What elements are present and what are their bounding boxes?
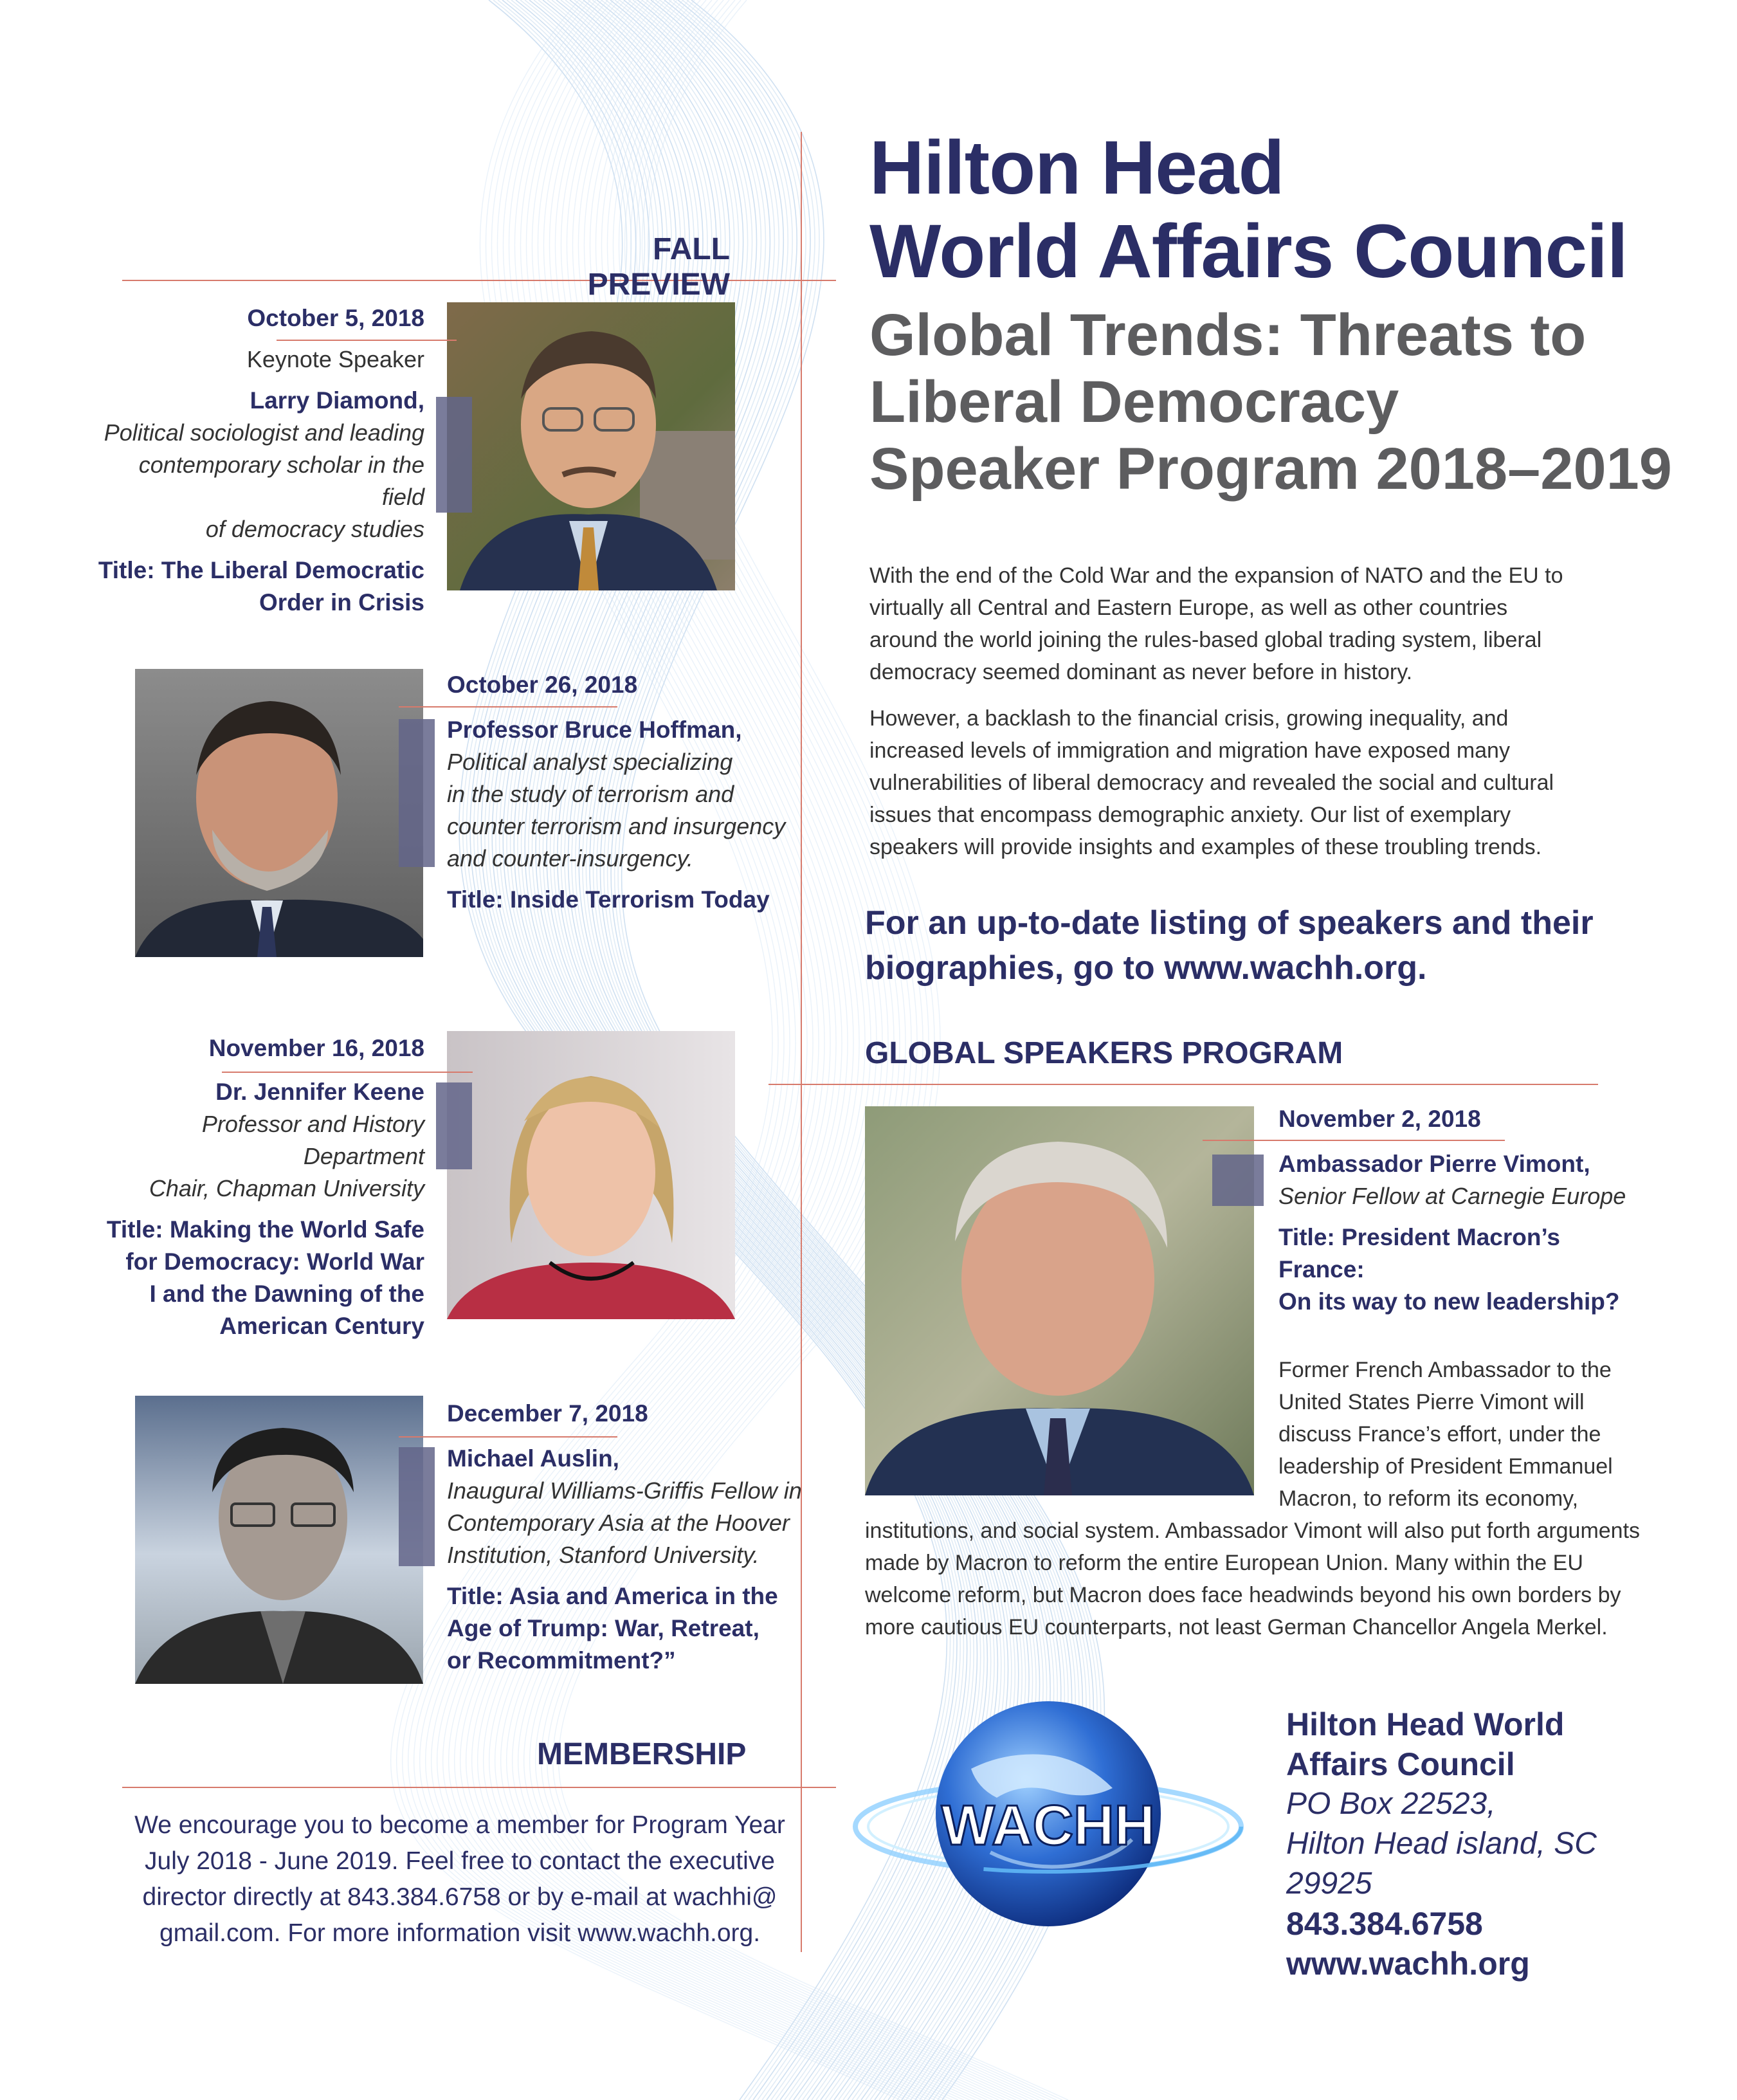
accent-bar	[1212, 1155, 1264, 1206]
speaker-talk-title: for Democracy: World War	[125, 1248, 424, 1275]
intro-paragraph: However, a backlash to the financial crisis, growing inequality, and increased levels of immigration and migration have exposed many vulnerabilities of liberal democracy and revealed the social and cultural issues that encompass demographic anxiety. Our list of exemplary speakers will provide insights and examples of these troubling trends.	[869, 706, 1554, 859]
speaker-desc-line: in the study of terrorism and	[447, 781, 734, 807]
global-speaker-talk-title: On its way to new leadership?	[1278, 1288, 1620, 1315]
cta-line: For an up-to-date listing of speakers and their	[865, 904, 1594, 942]
speaker-desc-line: Political analyst specializing	[447, 749, 733, 775]
accent-bar	[436, 1082, 472, 1169]
bio-line: discuss France’s effort, under the	[1278, 1422, 1601, 1447]
speaker-desc-line: contemporary scholar in the field	[138, 452, 424, 510]
speaker-desc-line: Institution, Stanford University.	[447, 1542, 759, 1568]
cta-line: biographies, go to www.wachh.org.	[865, 949, 1427, 987]
membership-line: We encourage you to become a member for Program Year	[134, 1811, 785, 1839]
global-speaker-block	[1278, 1103, 1639, 1318]
speaker-talk-title: Age of Trump: War, Retreat,	[447, 1615, 759, 1641]
speaker-date: November 16, 2018	[208, 1035, 424, 1061]
portrait-man-grey-hair-image	[865, 1106, 1254, 1495]
speaker-photo-pierre-vimont	[865, 1106, 1254, 1495]
speaker-talk-title: Title: Asia and America in the	[447, 1583, 778, 1609]
speaker-desc-line: Inaugural Williams-Griffis Fellow in	[447, 1477, 802, 1504]
bio-line: Macron, to reform its economy,	[1278, 1486, 1579, 1511]
global-speaker-date: November 2, 2018	[1278, 1106, 1481, 1132]
speaker-name: Michael Auslin,	[447, 1445, 619, 1472]
membership-line: director directly at 843.384.6758 or by e-mail at wachhi@	[142, 1883, 778, 1911]
speaker-photo-jennifer-keene	[447, 1031, 735, 1319]
subtitle-line1: Global Trends: Threats to	[869, 302, 1587, 368]
speaker-talk-title: I and the Dawning of the	[149, 1281, 424, 1307]
contact-block	[1286, 1704, 1685, 1984]
speaker-desc-line: and counter-insurgency.	[447, 845, 693, 872]
fall-preview-heading: FALL PREVIEW	[587, 232, 730, 302]
wachh-logo	[842, 1679, 1254, 1949]
logo-text: WACHH	[941, 1793, 1156, 1857]
speaker-photo-bruce-hoffman	[135, 669, 423, 957]
bio-line: more cautious EU counterparts, not least German Chancellor Angela Merkel.	[865, 1615, 1608, 1639]
portrait-man-beard-image	[135, 669, 423, 957]
subtitle-line3: Speaker Program 2018–2019	[869, 436, 1672, 502]
speaker-date: October 5, 2018	[247, 305, 424, 331]
contact-org-line: Affairs Council	[1286, 1746, 1515, 1782]
membership-text	[122, 1807, 797, 1951]
contact-address-line: Hilton Head island, SC 29925	[1286, 1827, 1597, 1901]
portrait-woman-blonde-image	[447, 1031, 735, 1319]
speaker-talk-title: Title: The Liberal Democratic	[98, 557, 424, 583]
membership-heading: MEMBERSHIP	[537, 1737, 747, 1771]
speaker-desc-line: counter terrorism and insurgency	[447, 813, 786, 839]
bio-line: leadership of President Emmanuel	[1278, 1454, 1613, 1479]
global-bio-short	[1278, 1354, 1613, 1515]
speaker-talk-title: or Recommitment?”	[447, 1647, 676, 1674]
speaker-photo-michael-auslin	[135, 1396, 423, 1684]
speaker-talk-title: Title: Inside Terrorism Today	[447, 886, 770, 913]
speaker-photo-larry-diamond	[447, 302, 735, 590]
bio-line: institutions, and social system. Ambassador Vimont will also put forth arguments	[865, 1519, 1641, 1543]
bio-line: made by Macron to reform the entire European Union. Many within the EU	[865, 1551, 1583, 1575]
portrait-man-glasses-image	[447, 302, 735, 590]
contact-website-link[interactable]: www.wachh.org	[1286, 1946, 1530, 1982]
speaker-date: October 26, 2018	[447, 671, 638, 698]
speaker-desc-line: of democracy studies	[205, 516, 424, 542]
speaker-block-4	[447, 1398, 807, 1677]
speaker-block-3	[96, 1032, 424, 1342]
membership-line: July 2018 - June 2019. Feel free to contact the executive	[145, 1847, 775, 1875]
speaker-talk-title: American Century	[219, 1313, 424, 1339]
contact-org-line: Hilton Head World	[1286, 1706, 1565, 1742]
bio-line: welcome reform, but Macron does face headwinds beyond his own borders by	[865, 1583, 1621, 1607]
speaker-talk-title: Order in Crisis	[259, 589, 424, 616]
bio-line: United States Pierre Vimont will	[1278, 1390, 1585, 1414]
global-speaker-desc: Senior Fellow at Carnegie Europe	[1278, 1183, 1626, 1209]
bio-line: Former French Ambassador to the	[1278, 1358, 1612, 1382]
portrait-man-bw-image	[135, 1396, 423, 1684]
speaker-role: Keynote Speaker	[246, 346, 424, 372]
speaker-desc-line: Chair, Chapman University	[149, 1175, 424, 1201]
global-program-rule	[768, 1084, 1598, 1085]
contact-phone: 843.384.6758	[1286, 1906, 1483, 1942]
globe-logo-icon	[842, 1679, 1254, 1949]
global-speaker-name: Ambassador Pierre Vimont,	[1278, 1151, 1590, 1177]
speaker-desc-line: Contemporary Asia at the Hoover	[447, 1510, 790, 1536]
speaker-talk-title: Title: Making the World Safe	[106, 1216, 424, 1243]
speaker-desc-line: Professor and History Department	[201, 1111, 424, 1169]
membership-rule	[122, 1787, 836, 1788]
speaker-desc-line: Political sociologist and leading	[104, 419, 424, 446]
accent-bar	[399, 1447, 435, 1566]
global-bio-full	[865, 1515, 1675, 1643]
membership-line: gmail.com. For more information visit www.wachh.org.	[159, 1919, 761, 1947]
cta-text	[865, 900, 1669, 991]
accent-bar	[436, 397, 472, 513]
accent-bar	[399, 719, 435, 867]
org-title-line1: Hilton Head	[869, 125, 1284, 210]
speaker-name: Dr. Jennifer Keene	[215, 1079, 424, 1105]
intro-paragraph: With the end of the Cold War and the expansion of NATO and the EU to virtually all Central and Eastern Europe, as well as other countries around the world joining the rules-based global trading system, liberal democracy seemed dominant as never before in history.	[869, 563, 1563, 684]
speaker-name: Larry Diamond,	[250, 387, 424, 414]
speaker-block-2	[447, 669, 794, 916]
global-speaker-talk-title: Title: President Macron’s France:	[1278, 1224, 1560, 1283]
speaker-date: December 7, 2018	[447, 1400, 648, 1427]
center-divider	[801, 132, 802, 1952]
speaker-block-1	[96, 302, 424, 619]
org-title-line2: World Affairs Council	[869, 209, 1628, 294]
speaker-name: Professor Bruce Hoffman,	[447, 717, 742, 743]
contact-address-line: PO Box 22523,	[1286, 1787, 1496, 1821]
global-program-heading: GLOBAL SPEAKERS PROGRAM	[865, 1036, 1343, 1070]
intro-text	[869, 560, 1577, 877]
subtitle-line2: Liberal Democracy	[869, 369, 1399, 435]
